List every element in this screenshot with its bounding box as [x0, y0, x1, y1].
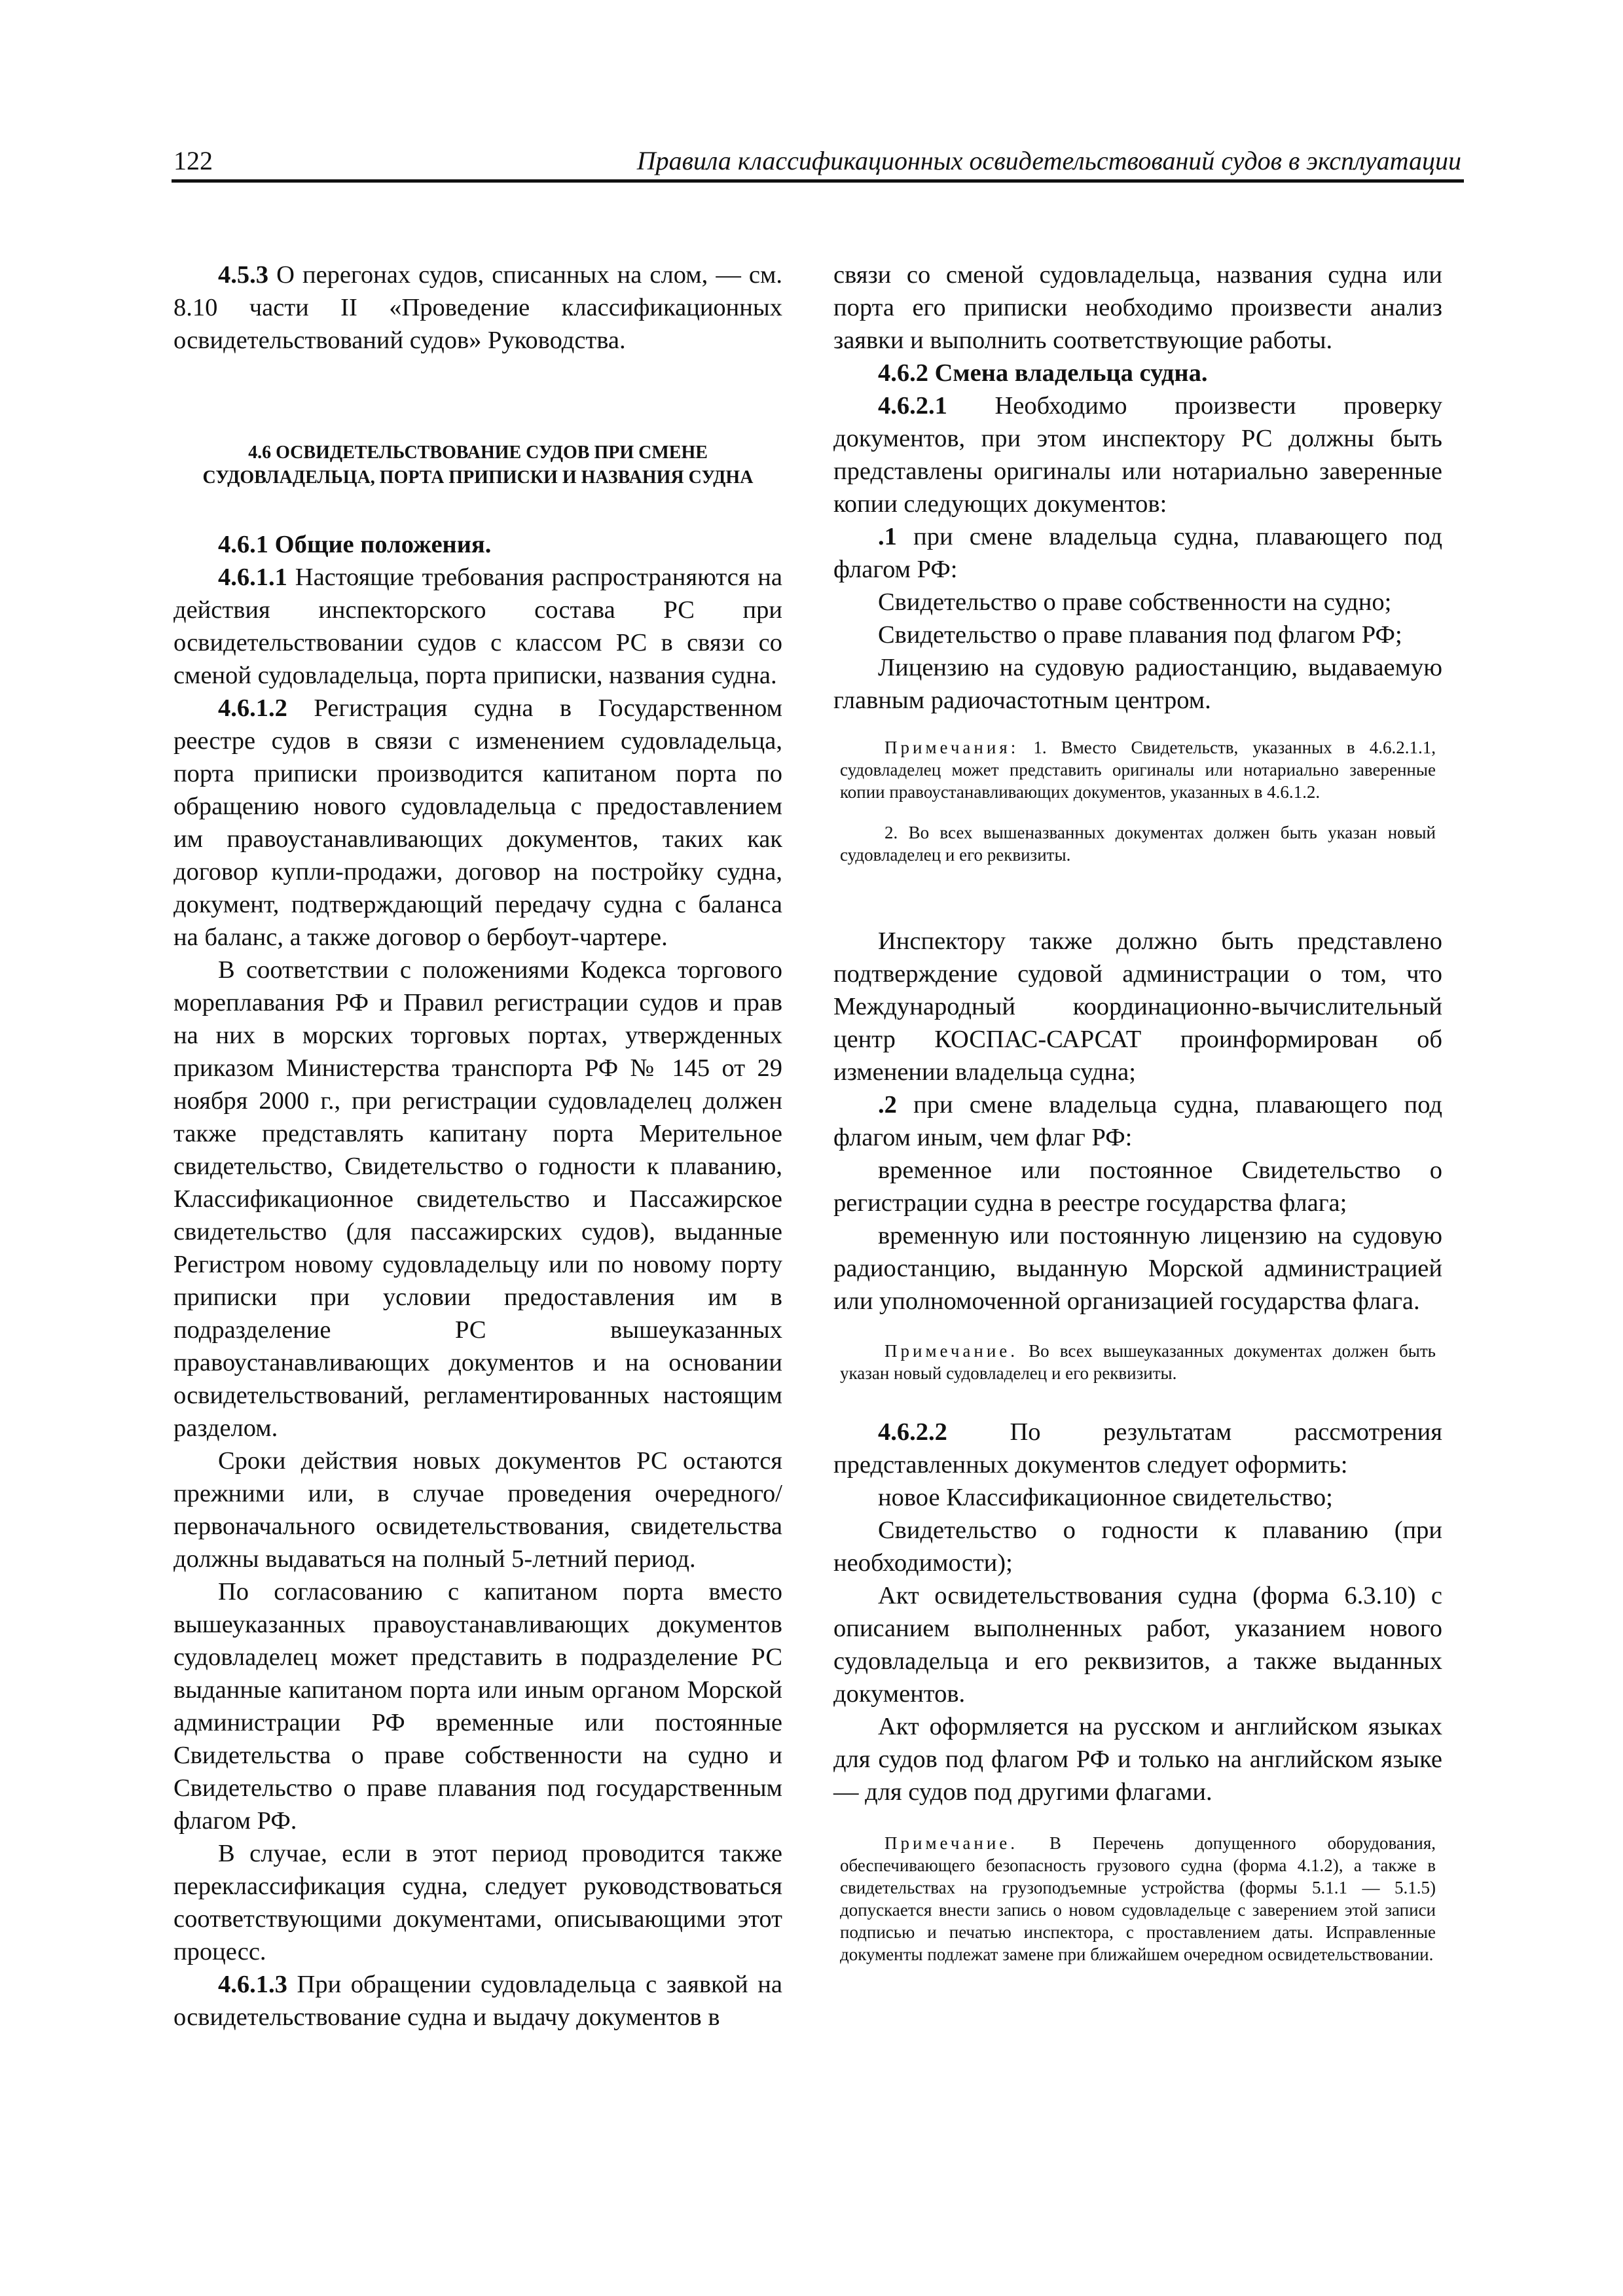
right-column	[833, 259, 1442, 1984]
paragraph-4-6-2-1	[833, 389, 1442, 520]
paragraph-4-6-2-2	[833, 1416, 1442, 1481]
item-number: .2	[878, 1091, 897, 1119]
paragraph-4-5-3	[173, 259, 782, 357]
clause-number: 4.5.3	[218, 261, 268, 289]
paragraph-reclassification: В случае, если в этот период проводится также переклассификация судна, следует руководствоваться соответствующими документами, описывающими этот процесс.	[173, 1840, 782, 1965]
note-text: В Перечень допущенного оборудования, обеспечивающего безопасность грузового судна (форма 4.1.2), а также в свидетельствах на грузоподъемные устройства (формы 5.1.1 — 5.1.5) допускается внести запись о новом судовладельце с заверением этой записи подписью и печатью инспектора, с проставлением даты. Исправленные документы подлежат замене при ближайшем очередном освидетельствовании.	[840, 1833, 1436, 1964]
item-number: .1	[878, 523, 897, 550]
clause-number: 4.6.1.2	[218, 694, 287, 722]
list-item-1	[833, 520, 1442, 586]
document-item: Свидетельство о праве плавания под флагом РФ;	[878, 621, 1402, 649]
item-text: при смене владельца судна, плавающего под флагом РФ:	[833, 523, 1442, 583]
paragraph-agreement: По согласованию с капитаном порта вместо вышеуказанных правоустанавливающих документов судовладелец может представить в подразделение РС выданные капитаном порта или иным органом Морской администрации РФ временные или постоянные Свидетельства о праве собственности на судно и Свидетельство о праве плавания под государственным флагом РФ.	[173, 1578, 782, 1835]
output-item: Свидетельство о годности к плаванию (при необходимости);	[833, 1516, 1442, 1577]
document-item: временную или постоянную лицензию на судовую радиостанцию, выданную Морской администрацией или уполномоченной организацией государства флага.	[833, 1222, 1442, 1315]
clause-number: 4.6.1.3	[218, 1971, 287, 1998]
section-heading: 4.6 ОСВИДЕТЕЛЬСТВОВАНИЕ СУДОВ ПРИ СМЕНЕ СУДОВЛАДЕЛЬЦА, ПОРТА ПРИПИСКИ И НАЗВАНИЯ СУДНА	[202, 442, 754, 488]
note-1	[840, 736, 1436, 803]
note-1-item-2: 2. Во всех вышеназванных документах должен быть указан новый судовладелец и его реквизиты.	[840, 823, 1436, 865]
clause-number: 4.6.2.1	[878, 392, 947, 420]
left-column	[173, 259, 782, 2034]
page-number: 122	[173, 146, 213, 175]
note-3	[840, 1832, 1436, 1965]
paragraph-text: Настоящие требования распространяются на действия инспекторского состава РС при освидетельствовании судов с классом РС в связи со сменой судовладельца, порта приписки, названия судна.	[173, 564, 782, 689]
paragraph-inspector: Инспектору также должно быть представлено подтверждение судовой администрации о том, что Международный координационно-вычислительный центр КОСПАС-САРСАТ проинформирован об изменении владельца судна;	[833, 927, 1442, 1086]
paragraph-4-6-1-1	[173, 561, 782, 692]
note-label: Примечание.	[884, 1341, 1019, 1361]
note-label: Примечания:	[884, 738, 1019, 757]
note-text: 1. Вместо Свидетельств, указанных в 4.6.2.1.1, судовладелец может представить оригиналы или нотариально заверенные копии правоустанавливающих документов, указанных в 4.6.1.2.	[840, 738, 1436, 802]
note-2	[840, 1340, 1436, 1384]
paragraph-terms: Сроки действия новых документов РС остаются прежними или, в случае проведения очередного/первоначального освидетельствования, свидетельства должны выдаваться на полный 5-летний период.	[173, 1447, 782, 1573]
paragraph-4-6-1-2	[173, 692, 782, 954]
document-item: Лицензию на судовую радиостанцию, выдаваемую главным радиочастотным центром.	[833, 654, 1442, 714]
running-title: Правила классификационных освидетельствований судов в эксплуатации	[636, 146, 1461, 175]
paragraph-continuation: связи со сменой судовладельца, названия судна или порта его приписки необходимо произвести анализ заявки и выполнить соответствующие работы.	[833, 261, 1442, 354]
paragraph-text: При обращении судовладельца с заявкой на освидетельствование судна и выдачу документов в	[173, 1971, 782, 2031]
subsection-heading-4-6-2: 4.6.2 Смена владельца судна.	[878, 359, 1208, 387]
item-text: при смене владельца судна, плавающего под флагом иным, чем флаг РФ:	[833, 1091, 1442, 1151]
list-item-2	[833, 1088, 1442, 1154]
clause-number: 4.6.1.1	[218, 564, 287, 591]
note-label: Примечание.	[884, 1833, 1019, 1853]
subsection-heading-4-6-1: 4.6.1 Общие положения.	[218, 531, 492, 558]
document-item: Свидетельство о праве собственности на судно;	[878, 588, 1392, 616]
paragraph-act: Акт оформляется на русском и английском языках для судов под флагом РФ и только на английском языке — для судов под другими флагами.	[833, 1713, 1442, 1806]
paragraph-text: Регистрация судна в Государственном реестре судов в связи с изменением судовладельца, порта приписки производится капитаном порта по обращению нового судовладельца с предоставлением им правоустанавливающих документов, таких как договор купли-продажи, договор на постройку судна, документ, подтверждающий передачу судна с баланса на баланс, а также договор о бербоут-чартере.	[173, 694, 782, 951]
output-item: новое Классификационное свидетельство;	[878, 1484, 1333, 1511]
paragraph-4-6-1-3	[173, 1968, 782, 2034]
document-item: временное или постоянное Свидетельство о регистрации судна в реестре государства флага;	[833, 1157, 1442, 1217]
header-rule	[172, 179, 1464, 183]
clause-number: 4.6.2.2	[878, 1418, 947, 1446]
paragraph-text: Необходимо произвести проверку документов, при этом инспектору РС должны быть представлены оригиналы или нотариально заверенные копии следующих документов:	[833, 392, 1442, 518]
output-item: Акт освидетельствования судна (форма 6.3.10) с описанием выполненных работ, указанием нового судовладельца и его реквизитов, а также выданных документов.	[833, 1582, 1442, 1708]
paragraph-text: По результатам рассмотрения представленных документов следует оформить:	[833, 1418, 1442, 1479]
note-text: Во всех вышеуказанных документах должен быть указан новый судовладелец и его реквизиты.	[840, 1341, 1436, 1383]
paragraph-text: О перегонах судов, списанных на слом, — см. 8.10 части II «Проведение классификационных освидетельствований судов» Руководства.	[173, 261, 782, 354]
paragraph-accordance: В соответствии с положениями Кодекса торгового мореплавания РФ и Правил регистрации судов и прав на них в морских торговых портах, утвержденных приказом Министерства транспорта РФ № 145 от 29 ноября 2000 г., при регистрации судовладелец должен также представлять капитану порта Мерительное свидетельство, Свидетельство о годности к плаванию, Классификационное свидетельство и Пассажирское свидетельство (для пассажирских судов), выданные Регистром новому судовладельцу или по новому порту приписки при условии предоставления им в подразделение РС вышеуказанных правоустанавливающих документов и на основании освидетельствований, регламентированных настоящим разделом.	[173, 956, 782, 1442]
